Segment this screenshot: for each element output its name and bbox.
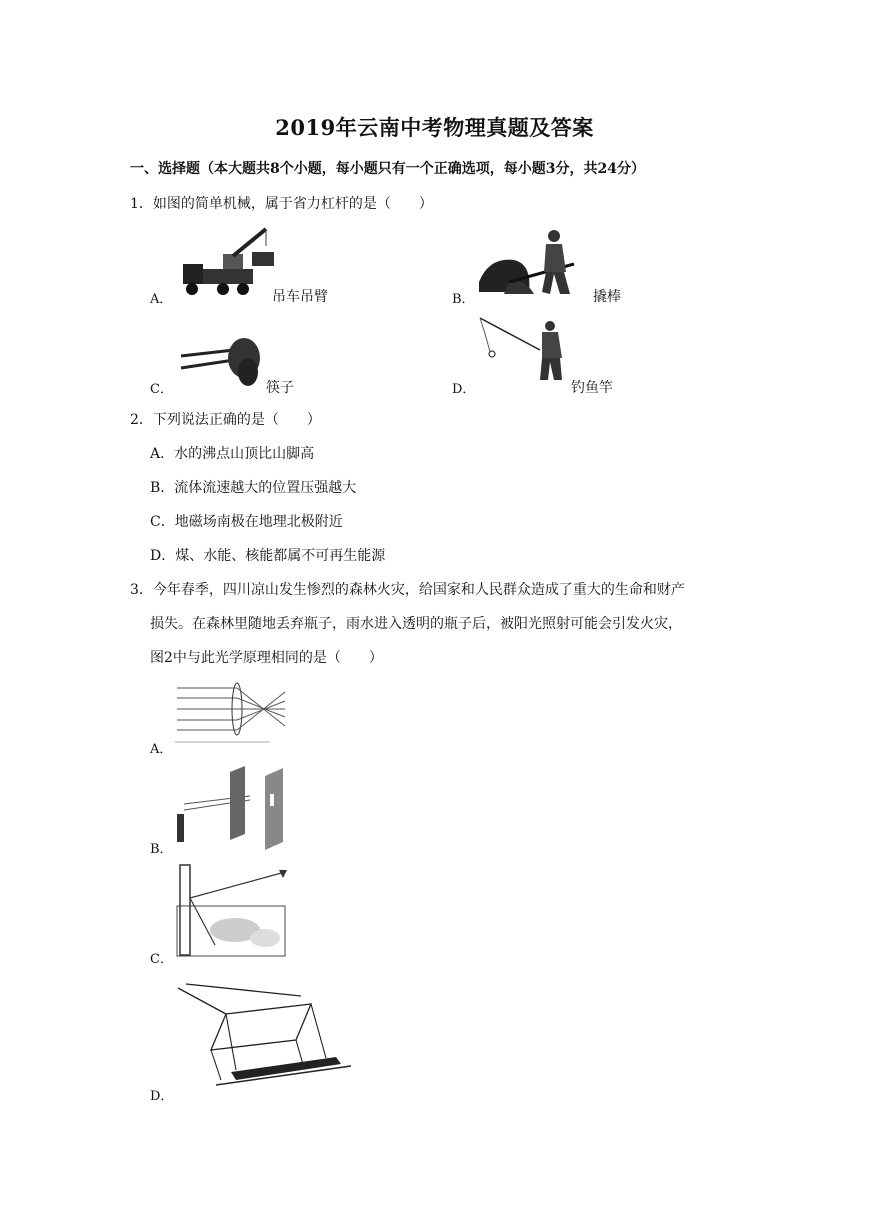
q1-option-c-label: 筷子 — [266, 380, 294, 396]
q1-option-c-letter: C． — [150, 382, 173, 397]
crowbar-icon — [474, 222, 594, 302]
q3-option-a-letter: A． — [150, 742, 173, 757]
page-title: 2019年云南中考物理真题及答案 — [275, 115, 594, 140]
q2-option-a: A．水的沸点山顶比山脚高 — [150, 446, 315, 462]
q3-option-d-letter: D． — [150, 1089, 174, 1104]
question-3-line-2: 损失。在森林里随地丢弃瓶子，雨水进入透明的瓶子后，被阳光照射可能会引发火灾， — [150, 616, 682, 632]
q1-option-d-letter: D． — [452, 382, 476, 397]
question-3-line-1: 3．今年春季，四川凉山发生惨烈的森林火灾，给国家和人民群众造成了重大的生命和财产 — [130, 582, 685, 598]
q1-option-a-label: 吊车吊臂 — [272, 289, 328, 305]
fishing-rod-icon — [478, 316, 573, 386]
reflection-prism-diagram — [176, 982, 356, 1088]
q1-option-a-letter: A． — [150, 292, 173, 307]
chopsticks-icon — [176, 336, 266, 392]
refraction-tank-diagram — [175, 860, 290, 960]
question-3-line-3: 图2中与此光学原理相同的是（ ） — [150, 650, 383, 666]
convex-lens-diagram — [175, 682, 290, 748]
crane-truck-icon — [178, 224, 278, 302]
question-2-stem: 2．下列说法正确的是（ ） — [130, 412, 321, 428]
q3-option-b-letter: B． — [150, 842, 173, 857]
question-1-stem: 1．如图的简单机械，属于省力杠杆的是（ ） — [130, 196, 433, 212]
q3-option-c-letter: C． — [150, 952, 173, 967]
pinhole-camera-diagram — [175, 764, 290, 850]
q1-option-b-letter: B． — [452, 292, 475, 307]
q2-option-c: C．地磁场南极在地理北极附近 — [150, 514, 343, 530]
q1-option-b-label: 撬棒 — [593, 289, 621, 305]
q2-option-b: B．流体流速越大的位置压强越大 — [150, 480, 357, 496]
q2-option-d: D．煤、水能、核能都属不可再生能源 — [150, 548, 386, 564]
section-heading: 一、选择题（本大题共8个小题，每小题只有一个正确选项，每小题3分，共24分） — [130, 161, 645, 177]
q1-option-d-label: 钓鱼竿 — [571, 380, 613, 396]
